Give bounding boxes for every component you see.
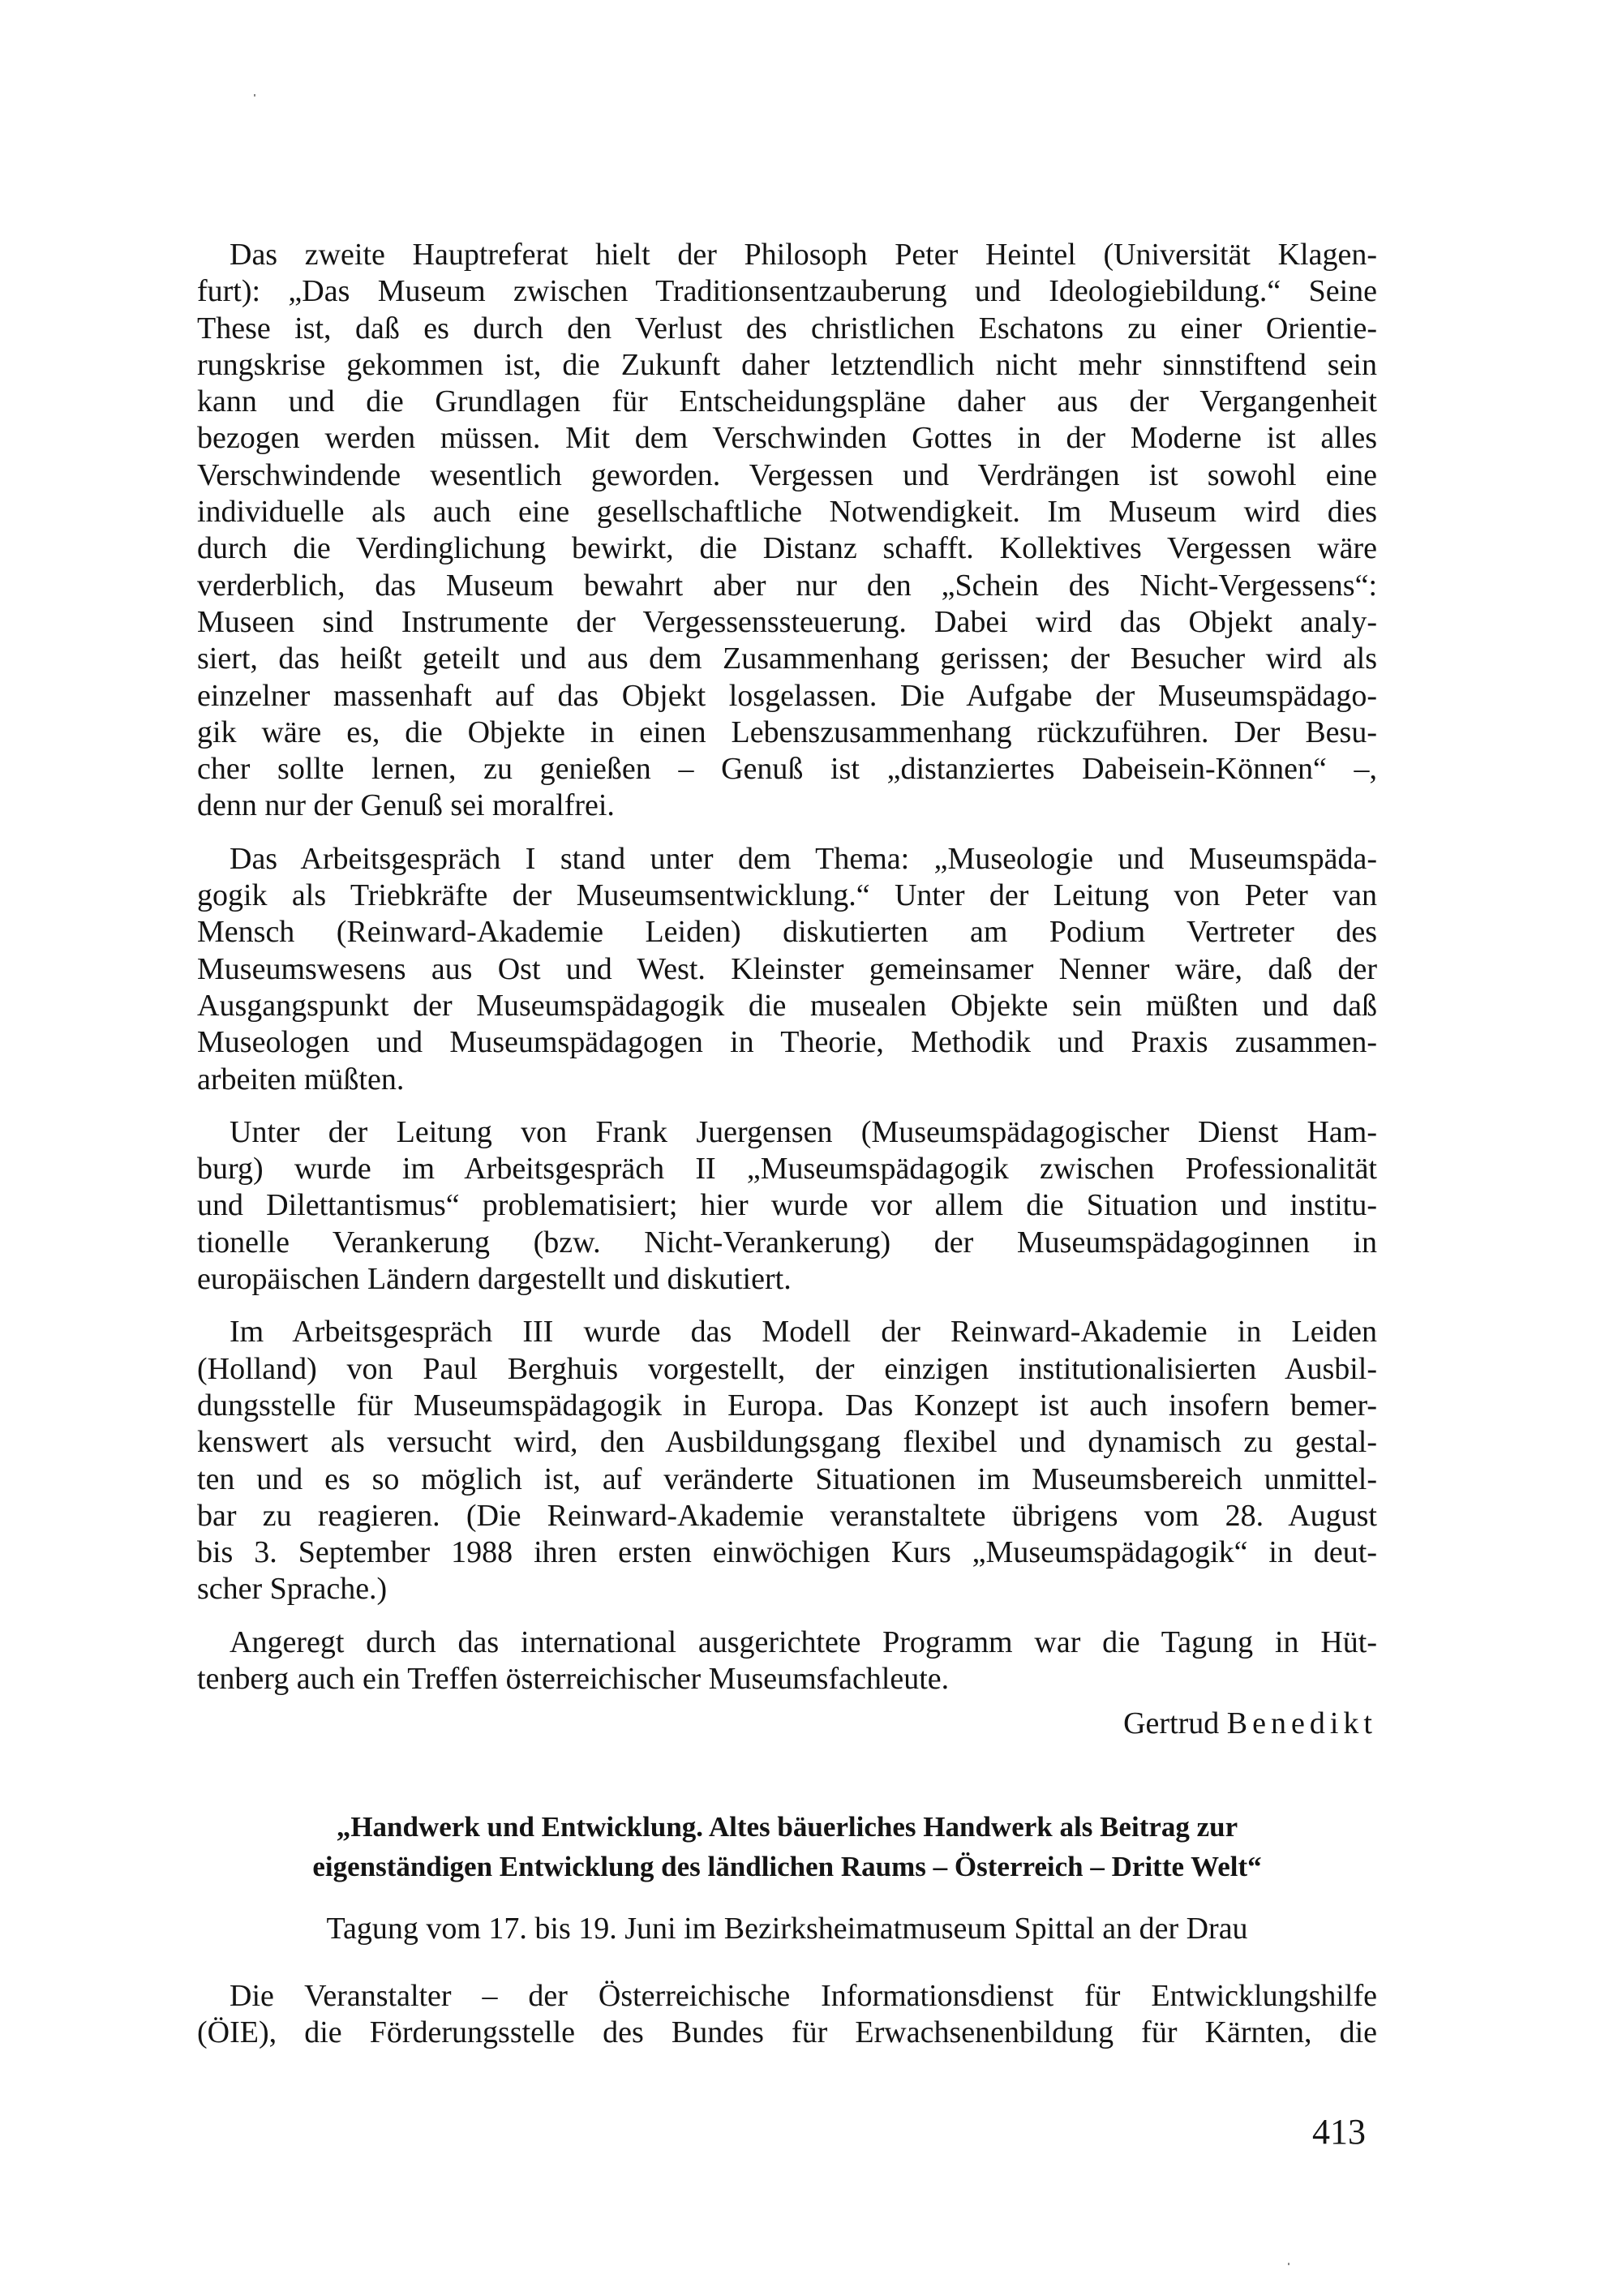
text-line: und Dilettantismus“ problematisiert; hier wurde vor allem die Situation und institu- (197, 1188, 1377, 1223)
text-line: bezogen werden müssen. Mit dem Verschwinden Gottes in der Moderne ist alles (197, 421, 1377, 456)
text-line: Museumswesens aus Ost und West. Kleinster gemeinsamer Nenner wäre, daß der (197, 951, 1377, 986)
text-line: These ist, daß es durch den Verlust des christlichen Eschatons zu einer Orientie- (197, 311, 1377, 345)
text-line: individuelle als auch eine gesellschaftliche Notwendigkeit. Im Museum wird dies (197, 495, 1377, 530)
heading-line: eigenständigen Entwicklung des ländlichen Raums – Österreich – Dritte Welt“ (312, 1851, 1262, 1882)
author-signature (197, 1706, 1377, 1742)
paragraph-1 (197, 1978, 1377, 2052)
paragraph-1 (197, 237, 1377, 825)
text-line: Museen sind Instrumente der Vergessenssteuerung. Dabei wird das Objekt analy- (197, 604, 1377, 639)
author-surname: Benedikt (1226, 1706, 1377, 1741)
text-line: gogik als Triebkräfte der Museumsentwicklung.“ Unter der Leitung von Peter van (197, 878, 1377, 913)
scan-speck (1288, 2263, 1289, 2265)
text-line: scher Sprache.) (197, 1572, 388, 1607)
text-line: Mensch (Reinward-Akademie Leiden) diskutierten am Podium Vertreter des (197, 915, 1377, 950)
text-line: kenswert als versucht wird, den Ausbildungsgang flexibel und dynamisch zu gestal- (197, 1425, 1377, 1460)
text-line: rungskrise gekommen ist, die Zukunft daher letztendlich nicht mehr sinnstiftend sein (197, 347, 1377, 382)
text-line: kann und die Grundlagen für Entscheidungspläne daher aus der Vergangenheit (197, 384, 1377, 419)
text-line: durch die Verdinglichung bewirkt, die Distanz schafft. Kollektives Vergessen wäre (197, 531, 1377, 566)
section-heading (197, 1807, 1377, 1886)
article-2-body (197, 1978, 1377, 2068)
text-line: verderblich, das Museum bewahrt aber nur den „Schein des Nicht-Vergessens“: (197, 568, 1377, 603)
text-line: bar zu reagieren. (Die Reinward-Akademie veranstaltete übrigens vom 28. August (197, 1498, 1377, 1533)
text-line: europäischen Ländern dargestellt und diskutiert. (197, 1262, 792, 1297)
article-body (197, 237, 1377, 1743)
text-line: Verschwindende wesentlich geworden. Vergessen und Verdrängen ist sowohl eine (197, 457, 1377, 492)
text-line: Angeregt durch das international ausgerichtete Programm war die Tagung in Hüt- (230, 1624, 1377, 1659)
text-line: Das zweite Hauptreferat hielt der Philosoph Peter Heintel (Universität Klagen- (230, 238, 1377, 272)
scan-speck (254, 94, 255, 97)
text-line: siert, das heißt geteilt und aus dem Zusammenhang gerissen; der Besucher wird als (197, 642, 1377, 676)
text-line: bis 3. September 1988 ihren ersten einwöchigen Kurs „Museumspädagogik“ in deut- (197, 1535, 1377, 1570)
text-line: cher sollte lernen, zu genießen – Genuß ist „distanziertes Dabeisein-Können“ –, (197, 752, 1377, 787)
text-line: einzelner massenhaft auf das Objekt losgelassen. Die Aufgabe der Museumspädago- (197, 678, 1377, 713)
text-line: gik wäre es, die Objekte in einen Lebenszusammenhang rückzuführen. Der Besu- (197, 715, 1377, 749)
text-line: Das Arbeitsgespräch I stand unter dem Thema: „Museologie und Museumspäda- (230, 841, 1377, 876)
section-subtitle: Tagung vom 17. bis 19. Juni im Bezirksheimatmuseum Spittal an der Drau (326, 1912, 1248, 1946)
text-line: tionelle Verankerung (bzw. Nicht-Verankerung) der Museumspädagoginnen in (197, 1225, 1377, 1260)
text-line: Unter der Leitung von Frank Juergensen (Museumspädagogischer Dienst Ham- (230, 1114, 1377, 1149)
text-line: Museologen und Museumspädagogen in Theorie, Methodik und Praxis zusammen- (197, 1025, 1377, 1060)
author-first-name: Gertrud (1123, 1706, 1220, 1741)
paragraph-4 (197, 1314, 1377, 1607)
text-line: dungsstelle für Museumspädagogik in Europa. Das Konzept ist auch insofern bemer- (197, 1388, 1377, 1423)
text-line: (Holland) von Paul Berghuis vorgestellt, der einzigen institutionalisierten Ausbil- (197, 1351, 1377, 1386)
text-line: Im Arbeitsgespräch III wurde das Modell der Reinward-Akademie in Leiden (230, 1315, 1377, 1350)
text-line: denn nur der Genuß sei moralfrei. (197, 788, 615, 823)
text-line: ten und es so möglich ist, auf veränderte Situationen im Museumsbereich unmittel- (197, 1461, 1377, 1496)
paragraph-2 (197, 841, 1377, 1098)
page-number: 413 (1312, 2112, 1366, 2152)
paragraph-5 (197, 1624, 1377, 1698)
text-line: burg) wurde im Arbeitsgespräch II „Museumspädagogik zwischen Professionalität (197, 1152, 1377, 1187)
text-line: Ausgangspunkt der Museumspädagogik die musealen Objekte sein müßten und daß (197, 988, 1377, 1023)
heading-line: „Handwerk und Entwicklung. Altes bäuerliches Handwerk als Beitrag zur (336, 1811, 1238, 1843)
text-line: (ÖIE), die Förderungsstelle des Bundes für Erwachsenenbildung für Kärnten, die (197, 2015, 1377, 2050)
text-line: tenberg auch ein Treffen österreichischer Museumsfachleute. (197, 1661, 950, 1696)
text-line: arbeiten müßten. (197, 1062, 405, 1097)
text-line: furt): „Das Museum zwischen Traditionsentzauberung und Ideologiebildung.“ Seine (197, 274, 1377, 309)
paragraph-3 (197, 1114, 1377, 1298)
text-line: Die Veranstalter – der Österreichische Informationsdienst für Entwicklungshilfe (230, 1979, 1377, 2013)
